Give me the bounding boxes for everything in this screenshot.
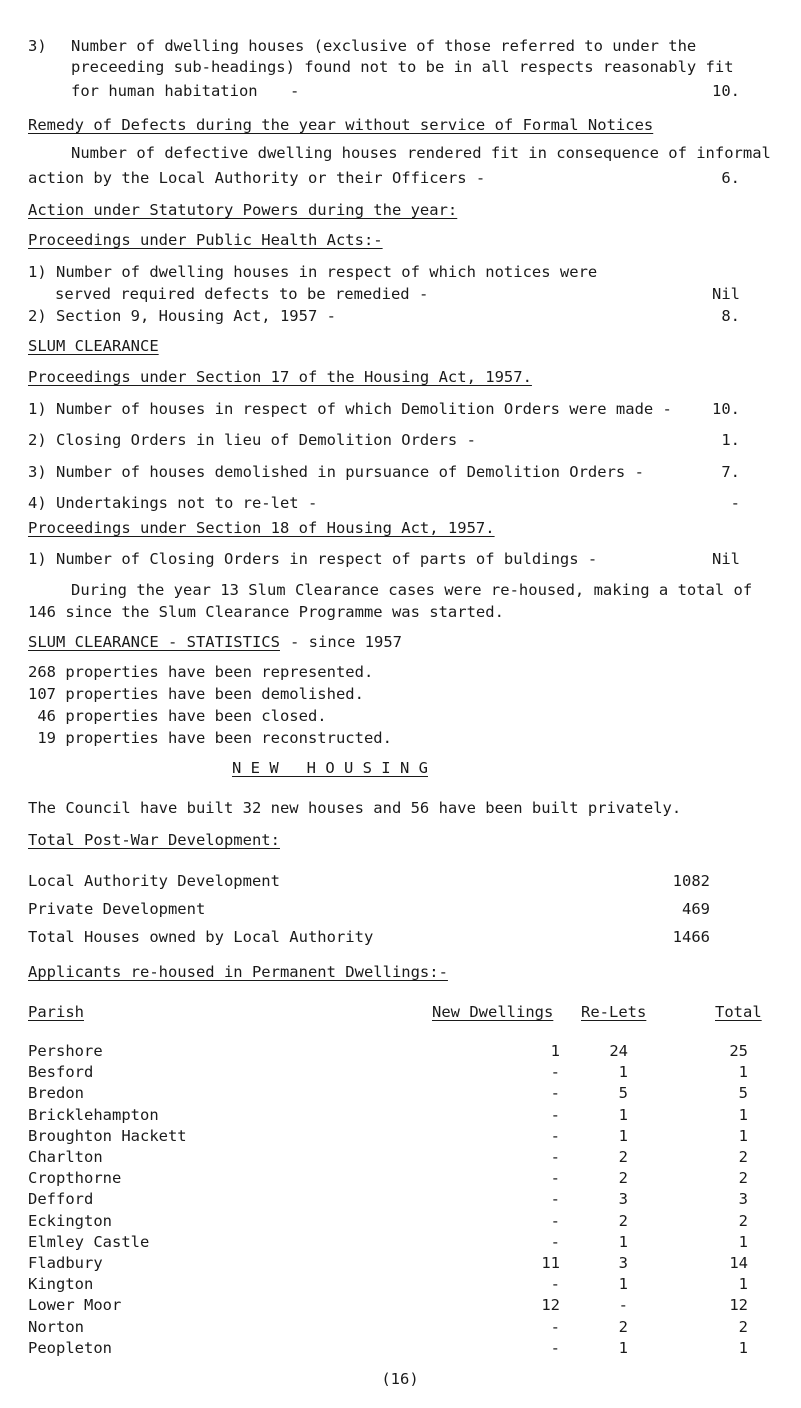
table-row — [0, 1316, 801, 1338]
postwar-item1-label: Local Authority Development — [28, 872, 280, 890]
parish-cell: Pershore — [28, 1042, 103, 1060]
re-lets-cell: 24 — [609, 1042, 628, 1060]
applicants-heading: Applicants re-housed in Permanent Dwellings:- — [28, 963, 448, 981]
parish-cell: Besford — [28, 1063, 94, 1081]
re-lets-cell: 2 — [618, 1169, 628, 1187]
slum-rehoused-line1 — [0, 579, 801, 601]
total-cell: 1 — [738, 1339, 748, 1357]
stats-line — [0, 683, 801, 705]
table-row — [0, 1082, 801, 1104]
total-cell: 3 — [738, 1190, 748, 1208]
slum-sec17-item — [0, 492, 801, 514]
total-cell: 14 — [729, 1254, 748, 1272]
table-row — [0, 1167, 801, 1189]
table-row — [0, 1188, 801, 1210]
col-header-new-dwellings: New Dwellings — [432, 1003, 554, 1021]
slum-sec17-item4-value: - — [730, 494, 740, 512]
table-row — [0, 1146, 801, 1168]
parish-cell: Broughton Hackett — [28, 1127, 187, 1145]
new-housing-line: The Council have built 32 new houses and 56 have been built privately. — [28, 799, 682, 817]
total-cell: 1 — [738, 1233, 748, 1251]
parish-cell: Bricklehampton — [28, 1106, 159, 1124]
parish-cell: Bredon — [28, 1084, 84, 1102]
item3-dash: - — [290, 82, 300, 100]
new-housing-heading: N E W H O U S I N G — [232, 759, 428, 777]
stats-line1: 268 properties have been represented. — [28, 663, 374, 681]
item3-number: 3) — [28, 37, 47, 55]
slum-sec18-item1-value: Nil — [712, 550, 740, 568]
new-dwellings-cell: - — [550, 1318, 560, 1336]
remedy-value: 6. — [721, 169, 740, 187]
col-header-re-lets: Re-Lets — [581, 1003, 647, 1021]
re-lets-cell: 1 — [618, 1127, 628, 1145]
page-number-row — [0, 1368, 801, 1390]
re-lets-cell: 1 — [618, 1063, 628, 1081]
stats-heading-row — [0, 631, 801, 653]
stats-line — [0, 661, 801, 683]
slum-sec18-heading: Proceedings under Section 18 of Housing Act, 1957. — [28, 519, 495, 537]
statutory-item2 — [0, 305, 801, 327]
statutory-heading-row — [0, 199, 801, 221]
slum-rehoused-text2: 146 since the Slum Clearance Programme was started. — [28, 603, 504, 621]
postwar-item — [0, 898, 801, 920]
total-cell: 5 — [738, 1084, 748, 1102]
slum-sec17-item2-value: 1. — [721, 431, 740, 449]
total-cell: 1 — [738, 1106, 748, 1124]
slum-sec18-item1-text: 1) Number of Closing Orders in respect of parts of buldings - — [28, 550, 598, 568]
statutory-subheading: Proceedings under Public Health Acts:- — [28, 231, 383, 249]
re-lets-cell: 2 — [618, 1148, 628, 1166]
total-cell: 1 — [738, 1063, 748, 1081]
page-number: (16) — [381, 1370, 419, 1388]
postwar-item3-value: 1466 — [672, 928, 710, 946]
table-row — [0, 1061, 801, 1083]
item3-text-line1: Number of dwelling houses (exclusive of those referred to under the — [71, 37, 697, 55]
stats-line3: 46 properties have been closed. — [28, 707, 327, 725]
new-dwellings-cell: 11 — [541, 1254, 560, 1272]
slum-sec17-heading-row — [0, 366, 801, 388]
total-cell: 2 — [738, 1318, 748, 1336]
remedy-line1 — [0, 142, 801, 164]
slum-rehoused-text1: During the year 13 Slum Clearance cases were re-housed, making a total of — [71, 581, 753, 599]
table-row — [0, 1252, 801, 1274]
new-dwellings-cell: 12 — [541, 1296, 560, 1314]
parish-cell: Charlton — [28, 1148, 103, 1166]
slum-heading-row — [0, 335, 801, 357]
re-lets-cell: 3 — [618, 1190, 628, 1208]
slum-sec17-item1-text: 1) Number of houses in respect of which Demolition Orders were made - — [28, 400, 672, 418]
table-row — [0, 1040, 801, 1062]
re-lets-cell: 1 — [618, 1339, 628, 1357]
re-lets-cell: 1 — [618, 1275, 628, 1293]
stats-line — [0, 705, 801, 727]
col-header-total: Total — [715, 1003, 762, 1021]
re-lets-cell: - — [618, 1296, 628, 1314]
statutory-heading: Action under Statutory Powers during the year: — [28, 201, 458, 219]
total-cell: 25 — [729, 1042, 748, 1060]
stats-line — [0, 727, 801, 749]
new-dwellings-cell: - — [550, 1169, 560, 1187]
new-dwellings-cell: - — [550, 1063, 560, 1081]
slum-sec17-item3-text: 3) Number of houses demolished in pursuance of Demolition Orders - — [28, 463, 644, 481]
new-dwellings-cell: 1 — [550, 1042, 560, 1060]
total-cell: 12 — [729, 1296, 748, 1314]
new-dwellings-cell: - — [550, 1339, 560, 1357]
re-lets-cell: 2 — [618, 1212, 628, 1230]
parish-cell: Cropthorne — [28, 1169, 122, 1187]
parish-cell: Fladbury — [28, 1254, 103, 1272]
item3-text-line2: preceeding sub-headings) found not to be in all respects reasonably fit — [71, 58, 734, 76]
table-header — [0, 1001, 801, 1023]
col-header-parish: Parish — [28, 1003, 84, 1021]
item3-line1 — [0, 35, 801, 57]
postwar-item — [0, 926, 801, 948]
parish-cell: Norton — [28, 1318, 84, 1336]
new-housing-heading-row — [0, 757, 801, 779]
table-row — [0, 1210, 801, 1232]
postwar-heading-row — [0, 829, 801, 851]
re-lets-cell: 1 — [618, 1106, 628, 1124]
total-cell: 2 — [738, 1169, 748, 1187]
re-lets-cell: 2 — [618, 1318, 628, 1336]
postwar-item2-value: 469 — [682, 900, 710, 918]
postwar-item2-label: Private Development — [28, 900, 206, 918]
re-lets-cell: 3 — [618, 1254, 628, 1272]
slum-rehoused-line2 — [0, 601, 801, 623]
table-row — [0, 1104, 801, 1126]
parish-cell: Defford — [28, 1190, 94, 1208]
statutory-item1-value: Nil — [712, 285, 740, 303]
postwar-item1-value: 1082 — [672, 872, 710, 890]
re-lets-cell: 1 — [618, 1233, 628, 1251]
item3-text-line3: for human habitation — [71, 82, 258, 100]
total-cell: 1 — [738, 1127, 748, 1145]
postwar-item3-label: Total Houses owned by Local Authority — [28, 928, 374, 946]
slum-sec18-heading-row — [0, 517, 801, 539]
new-dwellings-cell: - — [550, 1084, 560, 1102]
new-housing-line-row — [0, 797, 801, 819]
slum-heading: SLUM CLEARANCE — [28, 337, 159, 355]
stats-line2: 107 properties have been demolished. — [28, 685, 364, 703]
applicants-heading-row — [0, 961, 801, 983]
slum-sec17-item — [0, 398, 801, 420]
slum-sec17-item4-text: 4) Undertakings not to re-let - — [28, 494, 318, 512]
slum-sec17-heading: Proceedings under Section 17 of the Housing Act, 1957. — [28, 368, 532, 386]
statutory-item2-text: 2) Section 9, Housing Act, 1957 - — [28, 307, 336, 325]
slum-sec18-item — [0, 548, 801, 570]
statutory-item2-value: 8. — [721, 307, 740, 325]
new-dwellings-cell: - — [550, 1106, 560, 1124]
new-dwellings-cell: - — [550, 1233, 560, 1251]
new-dwellings-cell: - — [550, 1212, 560, 1230]
parish-cell: Elmley Castle — [28, 1233, 150, 1251]
new-dwellings-cell: - — [550, 1190, 560, 1208]
item3-value: 10. — [712, 82, 740, 100]
stats-heading: SLUM CLEARANCE - STATISTICS — [28, 633, 280, 651]
remedy-text-line1: Number of defective dwelling houses rendered fit in consequence of informal — [71, 144, 771, 162]
slum-sec17-item1-value: 10. — [712, 400, 740, 418]
postwar-item — [0, 870, 801, 892]
remedy-line2 — [0, 167, 801, 189]
parish-cell: Eckington — [28, 1212, 112, 1230]
slum-sec17-item — [0, 429, 801, 451]
statutory-item1-line2 — [0, 283, 801, 305]
stats-line4: 19 properties have been reconstructed. — [28, 729, 392, 747]
slum-sec17-item — [0, 461, 801, 483]
slum-sec17-item3-value: 7. — [721, 463, 740, 481]
parish-cell: Lower Moor — [28, 1296, 122, 1314]
new-dwellings-cell: - — [550, 1148, 560, 1166]
remedy-heading: Remedy of Defects during the year without service of Formal Notices — [28, 116, 654, 134]
new-dwellings-cell: - — [550, 1275, 560, 1293]
parish-cell: Kington — [28, 1275, 94, 1293]
statutory-item1-line1 — [0, 261, 801, 283]
new-dwellings-cell: - — [550, 1127, 560, 1145]
item3-line2 — [0, 56, 801, 78]
item3-line3 — [0, 80, 801, 102]
table-row — [0, 1273, 801, 1295]
table-row — [0, 1337, 801, 1359]
postwar-heading: Total Post-War Development: — [28, 831, 280, 849]
slum-sec17-item2-text: 2) Closing Orders in lieu of Demolition Orders - — [28, 431, 476, 449]
parish-cell: Peopleton — [28, 1339, 112, 1357]
total-cell: 2 — [738, 1212, 748, 1230]
statutory-subheading-row — [0, 229, 801, 251]
statutory-item1-text2: served required defects to be remedied - — [55, 285, 429, 303]
table-row — [0, 1125, 801, 1147]
remedy-heading-row — [0, 114, 801, 136]
total-cell: 1 — [738, 1275, 748, 1293]
table-row — [0, 1294, 801, 1316]
statutory-item1-text1: 1) Number of dwelling houses in respect of which notices were — [28, 263, 598, 281]
table-row — [0, 1231, 801, 1253]
remedy-text-line2: action by the Local Authority or their Officers - — [28, 169, 486, 187]
stats-heading-suffix: - since 1957 — [290, 633, 402, 651]
total-cell: 2 — [738, 1148, 748, 1166]
re-lets-cell: 5 — [618, 1084, 628, 1102]
